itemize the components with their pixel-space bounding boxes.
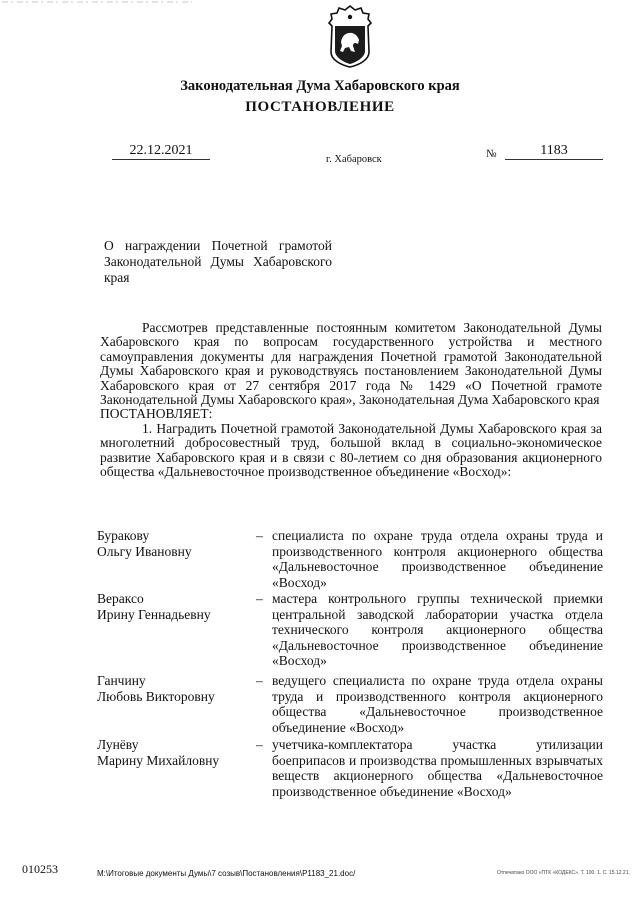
awardee-name bbox=[97, 528, 247, 559]
document-type: ПОСТАНОВЛЕНИЕ bbox=[245, 99, 395, 115]
awardee-position: учетчика-комплектатора участка утилизации боеприпасов и производства промышленных взрывчатых веществ акционерного общества «Дальневосточное производственное объединение «Восход» bbox=[272, 737, 603, 799]
awardee-position: специалиста по охране труда отдела охраны труда и производственного контроля акционерного общества «Дальневосточное производственное объединение «Восход» bbox=[272, 528, 603, 590]
document-subject: О награждении Почетной грамотой Законодательной Думы Хабаровского края bbox=[104, 238, 332, 285]
awardee-name bbox=[97, 591, 247, 622]
awardee-surname: Ганчину bbox=[97, 673, 146, 688]
awardee-position: ведущего специалиста по охране труда отдела охраны труда и производственного контроля акционерного общества «Дальневосточное производственное объединение «Восход» bbox=[272, 673, 603, 735]
footer-file-path: M:\Итоговые документы Думы\7 созыв\Постановления\P1183_21.doc/ bbox=[97, 869, 356, 878]
awardee-given-name: Любовь Викторовну bbox=[97, 688, 215, 704]
awardee-given-name: Ольгу Ивановну bbox=[97, 543, 192, 559]
awardee-dash: – bbox=[256, 737, 263, 752]
awardee-dash: – bbox=[256, 673, 263, 688]
footer-print-mark: Отпечатано ООО «ПТК «КОДЕКС». Т. 100. 1. С. 15.12.21. bbox=[497, 870, 630, 876]
scan-noise-top bbox=[2, 0, 192, 6]
intro-paragraph: Рассмотрев представленные постоянным комитетом Законодательной Думы Хабаровского края по вопросам государственного устройства и местного самоуправления документы для награждения Почетной грамотой Законодательной Думы Хабаровского края и руководствуясь постановлением Законодательной Думы Хабаровского края от 27 сентября 2017 года № 1429 «О Почетной грамоте Законодательной Думы Хабаровского края», Законодательная Дума Хабаровского края bbox=[100, 320, 602, 408]
awardee-surname: Буракову bbox=[97, 528, 150, 543]
awardee-surname: Вераксо bbox=[97, 591, 144, 606]
awardee-position: мастера контрольного группы технической приемки центральной заводской лаборатории участка отдела технического контроля акционерного общества «Дальневосточное производственное объединение «Восход» bbox=[272, 591, 603, 668]
organization-title: Законодательная Дума Хабаровского края bbox=[180, 78, 460, 94]
item-1-paragraph: 1. Наградить Почетной грамотой Законодательной Думы Хабаровского края за многолетний добросовестный труд, большой вклад в социально-экономическое развитие Хабаровского края и в связи с 80-летием со дня образования акционерного общества «Дальневосточное производственное объединение «Восход»: bbox=[100, 420, 602, 480]
document-city: г. Хабаровск bbox=[326, 154, 382, 165]
awardee-given-name: Ирину Геннадьевну bbox=[97, 606, 211, 622]
awardee-dash: – bbox=[256, 528, 263, 543]
document-body bbox=[100, 321, 602, 479]
awardee-name bbox=[97, 737, 247, 768]
awardee-dash: – bbox=[256, 591, 263, 606]
awardee-given-name: Марину Михайловну bbox=[97, 752, 220, 768]
document-date: 22.12.2021 bbox=[112, 143, 210, 160]
awardee-surname: Лунёву bbox=[97, 737, 139, 752]
footer-code: 010253 bbox=[22, 862, 58, 876]
decree-word: ПОСТАНОВЛЯЕТ: bbox=[100, 406, 213, 422]
awardee-name bbox=[97, 673, 247, 704]
number-sign: № bbox=[486, 148, 497, 160]
coat-of-arms-icon bbox=[325, 4, 375, 68]
document-number: 1183 bbox=[505, 143, 603, 160]
